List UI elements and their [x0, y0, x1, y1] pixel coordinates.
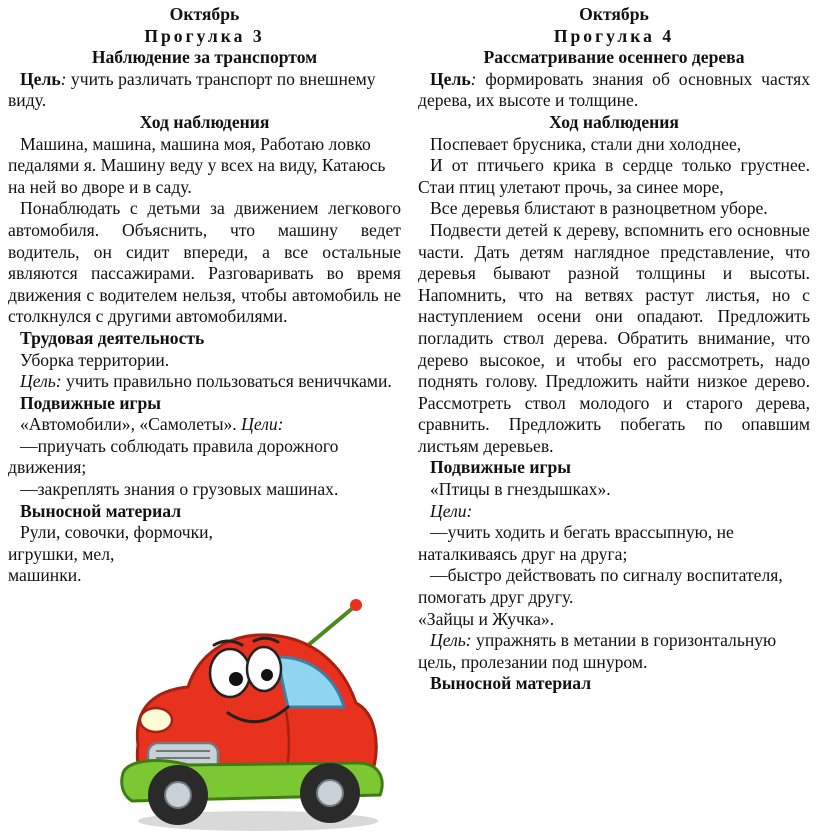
right-observation-heading: Ход наблюдения [549, 111, 679, 132]
right-goal-text: формировать знания об основных частях дерева, их высоте и толщине. [418, 68, 810, 111]
left-material-line-3: машинки. [8, 565, 82, 586]
right-game-2-goal [418, 630, 810, 673]
right-poem-line-1: Поспевает брусника, стали дни холоднее, [430, 133, 742, 154]
left-observation-heading: Ход наблюдения [139, 111, 270, 132]
right-month: Октябрь [579, 4, 649, 24]
left-material-line-1: Рули, совочки, формочки, [20, 522, 213, 543]
right-goal-2: —быстро действовать по сигналу воспитателя, помогать друг другу. [418, 565, 783, 608]
right-goal-label: Цель [430, 68, 471, 89]
left-topic: Наблюдение за транспортом [91, 47, 318, 68]
right-goal: Цель: формировать знания об основных частях дерева, их высоте и толщине. [418, 68, 810, 111]
left-material-heading: Выносной материал [20, 500, 182, 521]
left-labor-goal-text: учить правильно пользоваться вениччками. [61, 371, 392, 392]
left-games-heading: Подвижные игры [20, 392, 161, 413]
left-games-names [8, 414, 401, 436]
right-topic: Рассматривание осеннего дерева [483, 47, 745, 68]
left-games-goal-2: —закреплять знания о грузовых машинах. [20, 479, 339, 500]
left-goal: Цель: учить различать транспорт по внешнему виду. [8, 68, 376, 111]
left-games-goals-label: Цели: [236, 414, 284, 435]
left-labor-goal-label: Цель: [20, 371, 62, 392]
right-column [418, 4, 810, 695]
left-games-list: «Автомобили», «Самолеты». [20, 414, 237, 435]
left-labor-heading: Трудовая деятельность [20, 327, 205, 348]
right-game-2-goal-text: упражнять в метании в горизонтальную цель, пролезании под шнуром. [418, 630, 777, 672]
left-observation-text: Понаблюдать с детьми за движением легкового автомобиля. Объяснить, что машину ведет водитель, он сидит впереди, а все остальные являются пассажирами. Разговаривать во время движения с водителем нельзя, чтобы автомобиль не столкнулся с другими автомобилями. [8, 198, 401, 327]
left-material-line-2: игрушки, мел, [8, 543, 115, 564]
right-game-1: «Птицы в гнездышках». [430, 479, 611, 500]
right-games-heading: Подвижные игры [430, 457, 571, 478]
left-games-goal-1: —приучать соблюдать правила дорожного движения; [8, 435, 339, 478]
left-labor-task: Уборка территории. [20, 349, 170, 370]
left-goal-label: Цель [20, 68, 61, 89]
left-column [8, 4, 401, 587]
right-game-2: «Зайцы и Жучка». [418, 608, 555, 629]
left-labor-goal [8, 371, 401, 393]
left-goal-text: учить различать транспорт по внешнему виду. [8, 68, 376, 111]
right-material-heading: Выносной материал [430, 673, 592, 694]
left-month: Октябрь [169, 4, 240, 24]
right-poem-line-2: И от птичьего крика в сердце только грустнее. Стаи птиц улетают прочь, за синее море, [418, 155, 810, 197]
left-poem: Машина, машина, машина моя, Работаю ловко педалями я. Машину веду у всех на виду, Катаюсь на ней во дворе и в саду. [8, 133, 386, 197]
right-poem-line-3: Все деревья блистают в разноцветном уборе. [430, 198, 768, 219]
cartoon-car-icon [118, 595, 388, 840]
left-walk-title: Прогулка 3 [144, 25, 265, 46]
right-goals-label: Цели: [430, 500, 473, 521]
right-goal-1: —учить ходить и бегать врассыпную, не наталкиваясь друг на друга; [418, 522, 734, 564]
right-walk-title: Прогулка 4 [553, 25, 675, 46]
right-observation-text: Подвести детей к дереву, вспомнить его основные части. Дать детям наглядное представление, что деревья бывают разной толщины и высоты. Напомнить, что на ветвях растут листья, но с наступлением осени они опадают. Предложить погладить ствол дерева. Обратить внимание, что дерево высокое, и чтобы его рассмотреть, надо поднять голову. Предложить найти низкое дерево. Рассмотреть ствол молодого и старого дерева, сравнить. Предложить побегать по опавшим листьям деревьев. [418, 219, 810, 456]
right-game-2-goal-label: Цель: [430, 630, 472, 651]
